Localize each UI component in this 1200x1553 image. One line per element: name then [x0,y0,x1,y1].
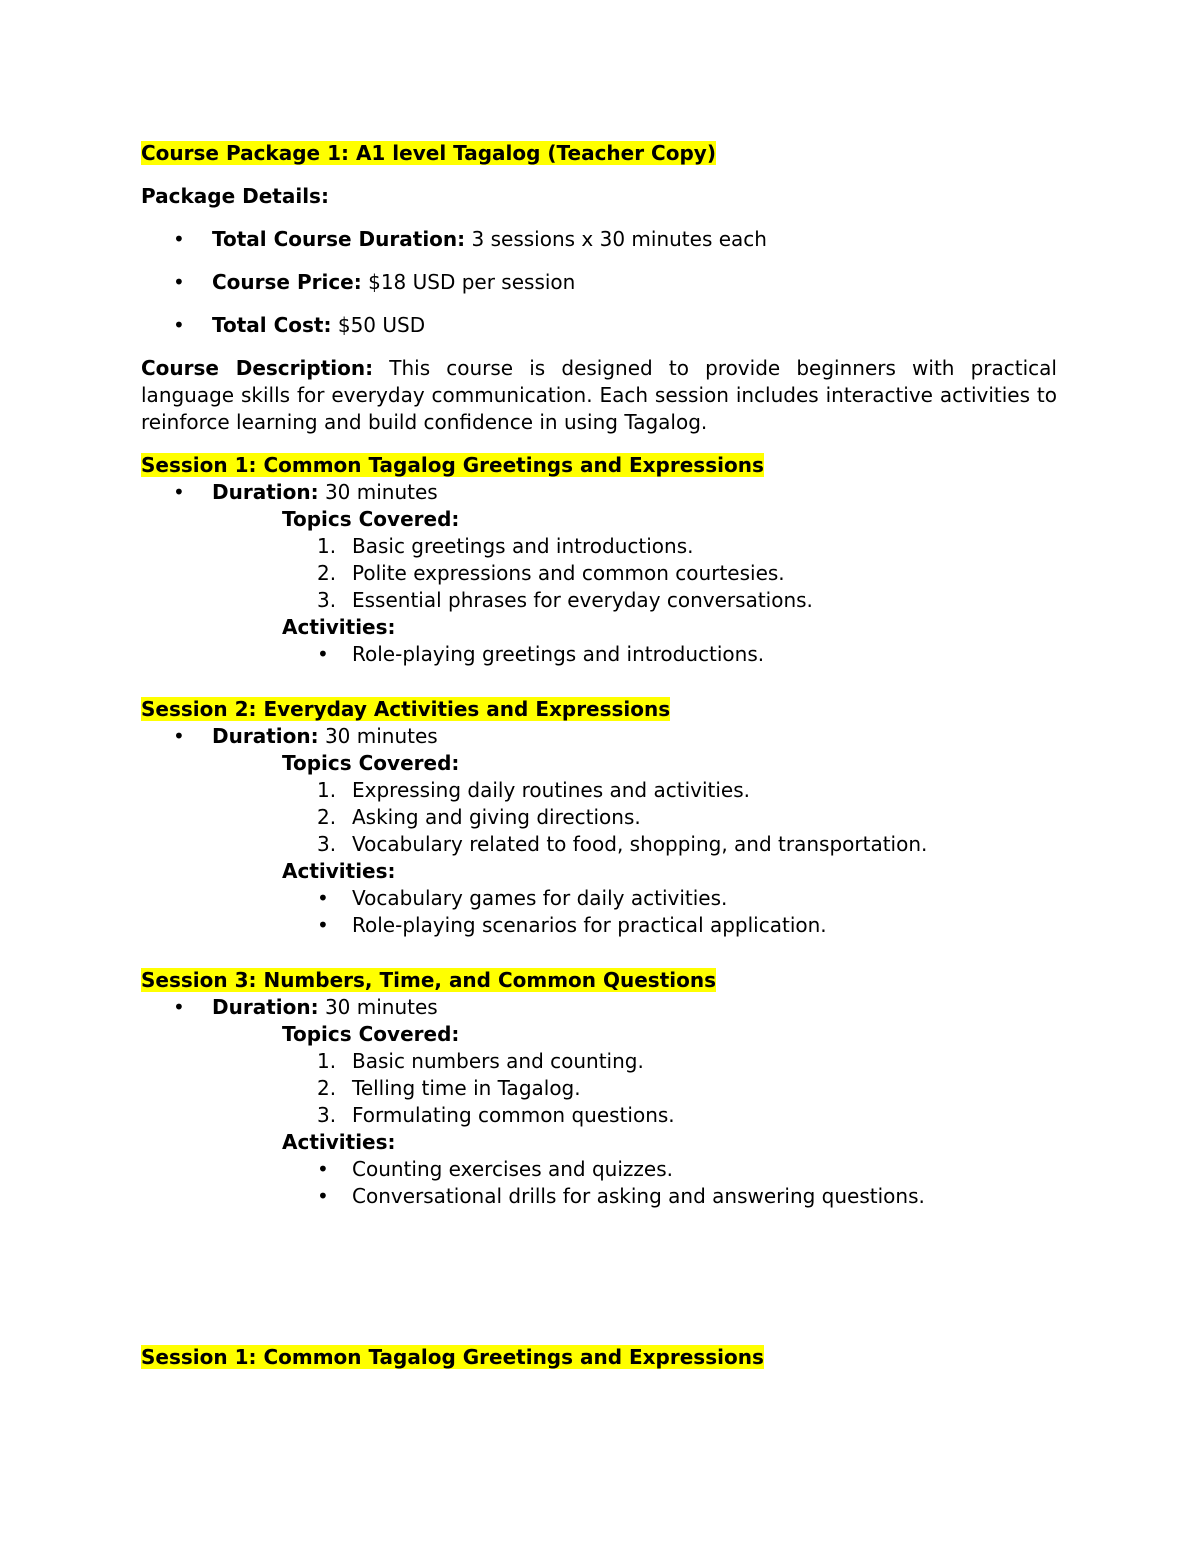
session-duration: • Duration: 30 minutes [141,723,1057,750]
course-description: Course Description: This course is designed to provide beginners with practical language skills for everyday communication. Each session includes interactive activities to reinforce learning and build confidence in using Tagalog. [141,356,1057,434]
list-item: • Vocabulary games for daily activities. [141,885,1057,912]
topics-list [141,1048,1057,1129]
activities-list [141,1156,1057,1210]
list-item: 2. Asking and giving directions. [317,805,641,829]
package-details-heading: Package Details: [141,184,329,208]
list-item: 3. Formulating common questions. [317,1103,675,1127]
session-3 [141,967,1057,1210]
course-title: Course Package 1: A1 level Tagalog (Teacher Copy) [141,141,716,165]
activities-list [141,885,1057,939]
list-item: 1. Basic greetings and introductions. [317,534,694,558]
topics-heading: Topics Covered: [282,1022,460,1046]
list-item: 3. Vocabulary related to food, shopping, and transportation. [317,832,928,856]
list-item: 3. Essential phrases for everyday conversations. [317,588,813,612]
session-2 [141,696,1057,939]
session-duration: • Duration: 30 minutes [141,479,1057,506]
page-title [141,140,1057,167]
list-item: • Role-playing scenarios for practical application. [141,912,1057,939]
list-item: • Role-playing greetings and introductions. [141,641,1057,668]
document-body [141,140,1057,1371]
topics-heading: Topics Covered: [282,751,460,775]
session-duration: • Duration: 30 minutes [141,994,1057,1021]
topics-list [141,777,1057,858]
session-heading: Session 1: Common Tagalog Greetings and Expressions [141,453,764,477]
repeat-session-heading: Session 1: Common Tagalog Greetings and Expressions [141,1345,764,1369]
list-item: 1. Basic numbers and counting. [317,1049,644,1073]
list-item: • Conversational drills for asking and answering questions. [141,1183,1057,1210]
detail-total-cost: • Total Cost: $50 USD [141,312,1057,339]
activities-heading: Activities: [282,859,396,883]
activities-heading: Activities: [282,1130,396,1154]
session-heading: Session 3: Numbers, Time, and Common Questions [141,968,716,992]
list-item: • Counting exercises and quizzes. [141,1156,1057,1183]
detail-duration: • Total Course Duration: 3 sessions x 30 minutes each [141,226,1057,253]
list-item: 1. Expressing daily routines and activities. [317,778,750,802]
activities-list [141,641,1057,668]
package-details-list [141,226,1057,339]
detail-price: • Course Price: $18 USD per session [141,269,1057,296]
session-1 [141,452,1057,668]
activities-heading: Activities: [282,615,396,639]
session-heading: Session 2: Everyday Activities and Expressions [141,697,671,721]
list-item: 2. Polite expressions and common courtesies. [317,561,785,585]
topics-heading: Topics Covered: [282,507,460,531]
topics-list [141,533,1057,614]
list-item: 2. Telling time in Tagalog. [317,1076,581,1100]
